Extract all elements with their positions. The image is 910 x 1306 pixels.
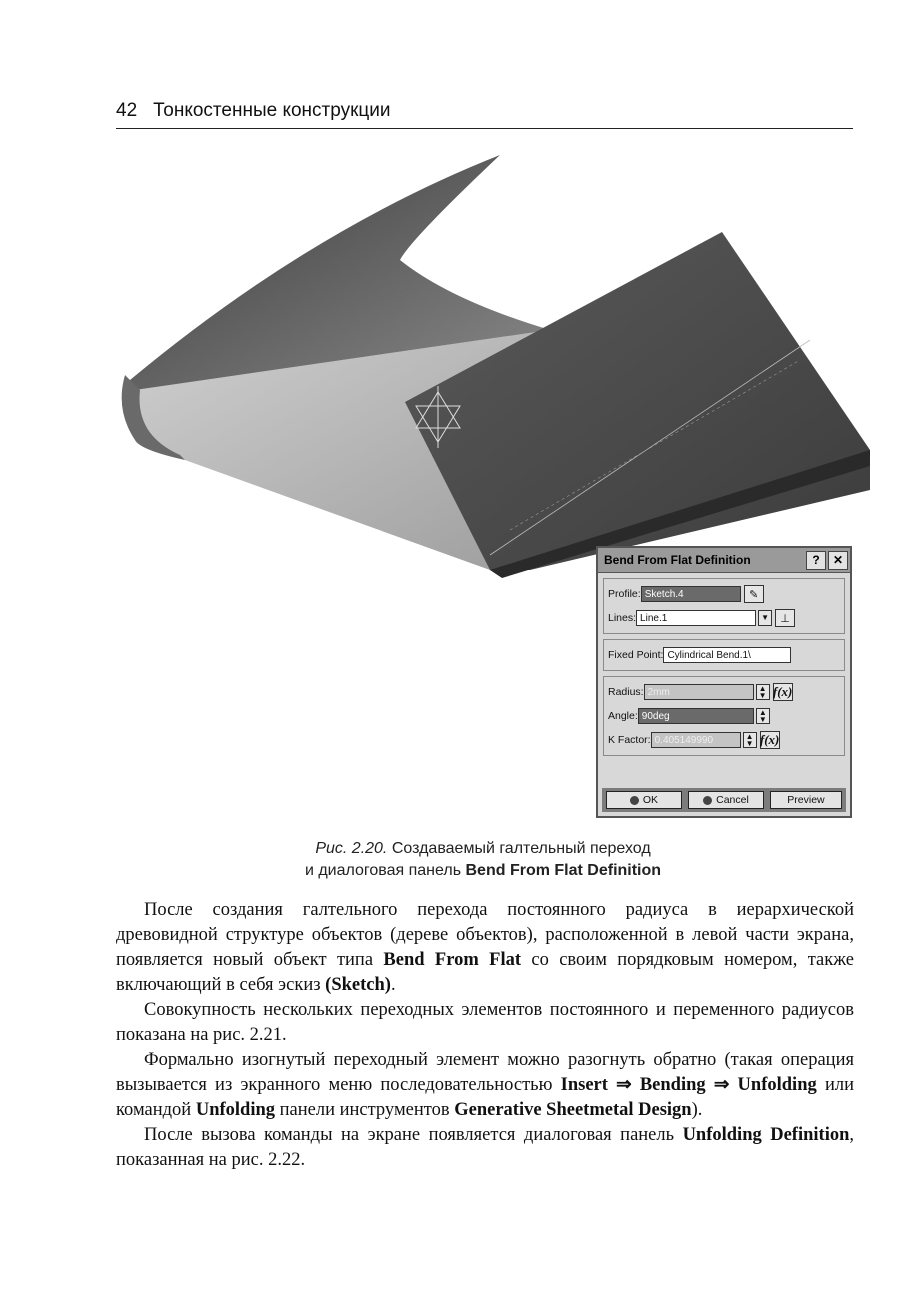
help-button[interactable]: ? [806, 551, 826, 570]
profile-field[interactable]: Sketch.4 [641, 586, 741, 602]
bend-from-flat-dialog [596, 546, 852, 818]
k-factor-formula-icon[interactable]: f(x) [759, 732, 780, 747]
text-run: . [390, 975, 396, 995]
cancel-button[interactable] [688, 791, 764, 809]
bold-term: (Sketch) [325, 975, 391, 995]
bold-term: Unfolding [195, 1100, 275, 1120]
angle-field[interactable]: 90deg [638, 708, 754, 724]
figure-label: Рис. 2.20. [315, 840, 388, 857]
figure-2-20 [110, 150, 870, 830]
figure-caption [110, 838, 856, 882]
paragraph [116, 998, 854, 1048]
caption-line2-prefix: и диалоговая панель [304, 862, 466, 879]
bold-term: Bend From Flat [383, 950, 521, 970]
angle-spinner[interactable]: ▲ ▼ [756, 708, 770, 724]
text-run: панели инструментов [275, 1100, 455, 1120]
line-tool-icon[interactable]: ⊥ [775, 609, 795, 627]
text-run: Формально изогнутый переходный элемент можно разогнуть обратно (такая операция вызывается из экранного меню последовательностью [116, 1050, 854, 1095]
radius-formula-icon[interactable]: f(x) [772, 684, 793, 699]
text-run: Совокупность нескольких переходных элементов постоянного и переменного радиусов показана на рис. 2.21. [116, 1000, 854, 1045]
bold-term: Generative Sheetmetal Design [454, 1100, 692, 1120]
k-factor-label: K Factor: [608, 734, 651, 746]
ok-icon [630, 796, 639, 805]
fixed-point-field[interactable]: Cylindrical Bend.1\ [663, 647, 791, 663]
paragraph [116, 1048, 854, 1123]
sketch-edit-icon[interactable]: ✎ [744, 585, 764, 603]
fixed-point-label: Fixed Point: [608, 649, 664, 661]
radius-label: Radius: [608, 686, 644, 698]
paragraph [116, 898, 854, 998]
text-run: После вызова команды на экране появляется диалоговая панель [144, 1125, 683, 1145]
text-run: со своим порядковым номером, также включающий в себя эскиз [116, 950, 854, 995]
chapter-title: Тонкостенные конструкции [153, 100, 391, 121]
cancel-label: Cancel [716, 794, 749, 806]
k-factor-spinner[interactable]: ▲ ▼ [743, 732, 757, 748]
page-number: 42 [116, 100, 138, 121]
caption-line1: Создаваемый галтельный переход [391, 840, 651, 857]
paragraph [116, 1123, 854, 1173]
caption-dialog-name: Bend From Flat Definition [465, 862, 662, 879]
text-run: ). [691, 1100, 703, 1120]
chevron-down-icon[interactable]: ▼ [758, 610, 772, 626]
dialog-title-bar [598, 548, 850, 573]
preview-button[interactable]: Preview [770, 791, 842, 809]
dialog-footer [602, 788, 846, 812]
angle-label: Angle: [608, 710, 638, 722]
text-run: , показанная на рис. 2.22. [116, 1125, 854, 1170]
ok-button[interactable] [606, 791, 682, 809]
bold-term: Unfolding Definition [682, 1125, 850, 1145]
profile-group [603, 578, 845, 634]
parameters-group [603, 676, 845, 756]
text-run: После создания галтельного перехода постоянного радиуса в иерархической древовидной структуре объектов (дереве объектов), расположенной в левой части экрана, появляется новый объект типа [116, 900, 854, 970]
cancel-icon [703, 796, 712, 805]
dialog-title: Bend From Flat Definition [604, 553, 751, 567]
profile-label: Profile: [608, 588, 641, 600]
text-run: или командой [116, 1075, 854, 1120]
ok-label: OK [642, 794, 659, 806]
body-text [116, 898, 854, 1173]
radius-field[interactable]: 2mm [644, 684, 754, 700]
k-factor-field[interactable]: 0.405149990 [651, 732, 741, 748]
close-button[interactable]: ✕ [828, 551, 848, 570]
running-header [116, 100, 853, 129]
radius-spinner[interactable]: ▲ ▼ [756, 684, 770, 700]
lines-label: Lines: [608, 612, 637, 624]
bold-term: Insert ⇒ Bending ⇒ Unfolding [560, 1075, 817, 1095]
fixed-point-group [603, 639, 845, 671]
lines-select[interactable]: Line.1 [636, 610, 756, 626]
